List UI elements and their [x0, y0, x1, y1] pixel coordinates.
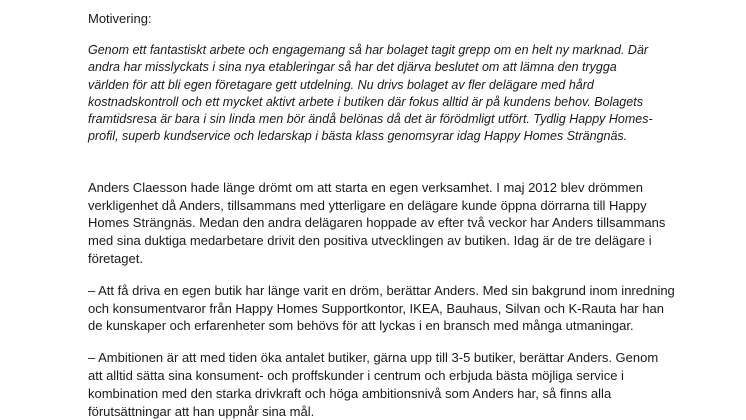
body-paragraph-quote-1 [88, 282, 738, 335]
paragraph-line: förutsättningar att han uppnår sina mål. [88, 403, 315, 419]
motivation-paragraph [88, 42, 738, 146]
paragraph-line: företaget. [88, 250, 143, 266]
paragraph-line: med sina duktiga medarbetare drivit den positiva utvecklingen av butiken. Idag är de tre delägare i [88, 233, 652, 249]
motivation-line: kostnadskontroll och ett mycket aktivt arbete i butiken där fokus alltid är på kundens behov. Bolagets [88, 94, 643, 109]
paragraph-line: kombination med den starka drivkraft och höga ambitionsnivå som Anders har, så finns alla [88, 385, 612, 401]
paragraph-line: – Ambitionen är att med tiden öka antalet butiker, gärna upp till 3-5 butiker, berättar Anders. Genom [88, 350, 659, 366]
paragraph-line: Anders Claesson hade länge drömt om att starta en egen verksamhet. I maj 2012 blev drömmen [88, 179, 643, 195]
paragraph-line: – Att få driva en egen butik har länge varit en dröm, berättar Anders. Med sin bakgrund inom inredning [88, 282, 675, 298]
body-paragraph-quote-2 [88, 349, 738, 420]
motivation-line: världen för att bli egen företagare gett utdelning. Nu drivs bolaget av fler delägare med hård [88, 77, 594, 92]
paragraph-line: att alltid sätta sina konsument- och proffskunder i centrum och erbjuda bästa möjliga service i [88, 367, 624, 383]
body-paragraph-intro [88, 179, 738, 268]
motivation-line: andra har misslyckats i sina nya etableringar så har det djärva beslutet om att lämna den trygga [88, 60, 617, 75]
motivation-line: profil, superb kundservice och ledarskap i bästa klass genomsyrar idag Happy Homes Strängnäs. [88, 129, 628, 144]
paragraph-line: och konsumentvaror från Happy Homes Supportkontor, IKEA, Bauhaus, Silvan och K-Rauta har han [88, 300, 664, 316]
paragraph-line: Homes Strängnäs. Medan den andra delägaren hoppade av efter två veckor har Anders tillsammans [88, 215, 666, 231]
motivation-line: framtidsresa är bara i sin linda men bör ändå belönas då det är förödmligt utfört. Tydlig Happy Homes- [88, 112, 653, 127]
spacer [88, 335, 738, 349]
paragraph-line: de kunskaper och erfarenheter som behövs för att lyckas i en bransch med många utmaningar. [88, 318, 634, 334]
spacer [88, 146, 738, 179]
paragraph-line: verkligenhet då Anders, tillsammans med ytterligare en delägare kunde öppna dörrarna till Happy [88, 197, 647, 213]
motivation-line: Genom ett fantastiskt arbete och engagemang så har bolaget tagit grepp om en helt ny marknad. Där [88, 43, 649, 57]
document-page [88, 10, 738, 420]
spacer [88, 268, 738, 282]
section-heading: Motivering: [88, 11, 152, 26]
